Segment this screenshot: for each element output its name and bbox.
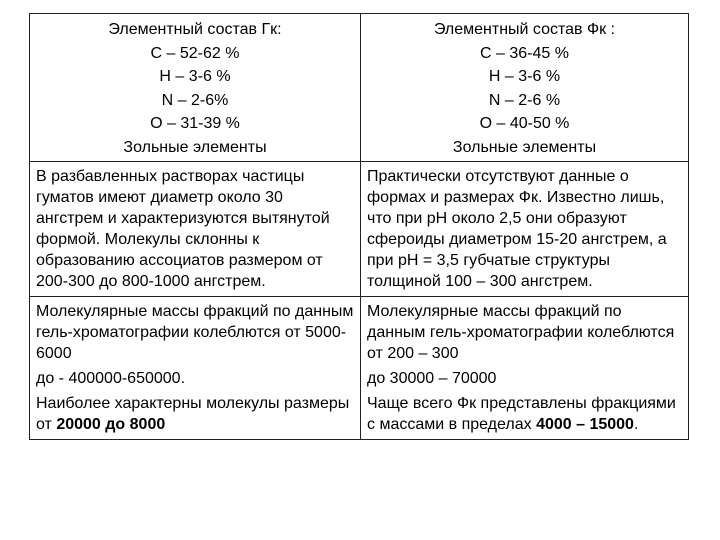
gk-structure-cell: В разбавленных растворах частицы гуматов имеют диаметр около 30 ангстрем и характеризуются вытянутой формой. Молекулы склонны к образованию ассоциатов размером от 200-300 до 800-1000 ангстрем.	[30, 162, 361, 297]
gk-composition-title: Элементный состав Гк:	[108, 21, 282, 38]
fk-composition-cell	[361, 14, 689, 162]
fk-mass-upper: до 30000 – 70000	[367, 370, 497, 387]
gk-nitrogen: N – 2-6%	[161, 91, 229, 109]
gk-carbon: С – 52-62 %	[150, 44, 240, 62]
fk-composition-title: Элементный состав Фк :	[433, 21, 616, 38]
fk-ash: Зольные элементы	[452, 138, 597, 156]
table-row	[30, 297, 689, 440]
gk-ash: Зольные элементы	[123, 138, 267, 156]
gk-typical-text: Наиболее характерны молекулы размеры от	[36, 395, 350, 433]
fk-typical-end: .	[633, 416, 639, 433]
fk-typical-fractions	[367, 393, 682, 435]
fk-mass-text: Молекулярные массы фракций по данным гель-хроматографии колеблются от 200 – 300	[367, 303, 675, 362]
table-row	[30, 14, 689, 162]
fk-mass-cell	[361, 297, 689, 440]
table-row	[30, 162, 689, 297]
fk-typical-range: 4000 – 15000	[536, 416, 634, 433]
fk-hydrogen: Н – 3-6 %	[488, 68, 561, 85]
gk-mass-cell	[30, 297, 361, 440]
gk-mass-text: Молекулярные массы фракций по данным гель-хроматографии колеблются от 5000-6000	[36, 303, 354, 362]
gk-composition-cell	[30, 14, 361, 162]
gk-mass-upper: до - 400000-650000.	[36, 370, 186, 387]
fk-typical-text: Чаще всего Фк представлены фракциями с массами в пределах	[367, 395, 676, 433]
fk-oxygen: О – 40-50 %	[479, 115, 570, 132]
gk-oxygen: О – 31-39 %	[150, 115, 240, 132]
fk-carbon: С – 36-45 %	[480, 44, 569, 62]
fk-structure-cell: Практически отсутствуют данные о формах и размерах Фк. Известно лишь, что при рН около 2,5 они образуют сфероиды диаметром 15-20 ангстрем, а при рН = 3,5 губчатые структуры толщиной 100 – 300 ангстрем.	[361, 162, 689, 297]
gk-typical-range: 20000 до 8000	[56, 416, 166, 433]
comparison-table	[29, 13, 689, 440]
fk-nitrogen: N – 2-6 %	[488, 91, 561, 109]
gk-hydrogen: Н – 3-6 %	[159, 68, 231, 85]
gk-typical-size	[36, 393, 354, 435]
